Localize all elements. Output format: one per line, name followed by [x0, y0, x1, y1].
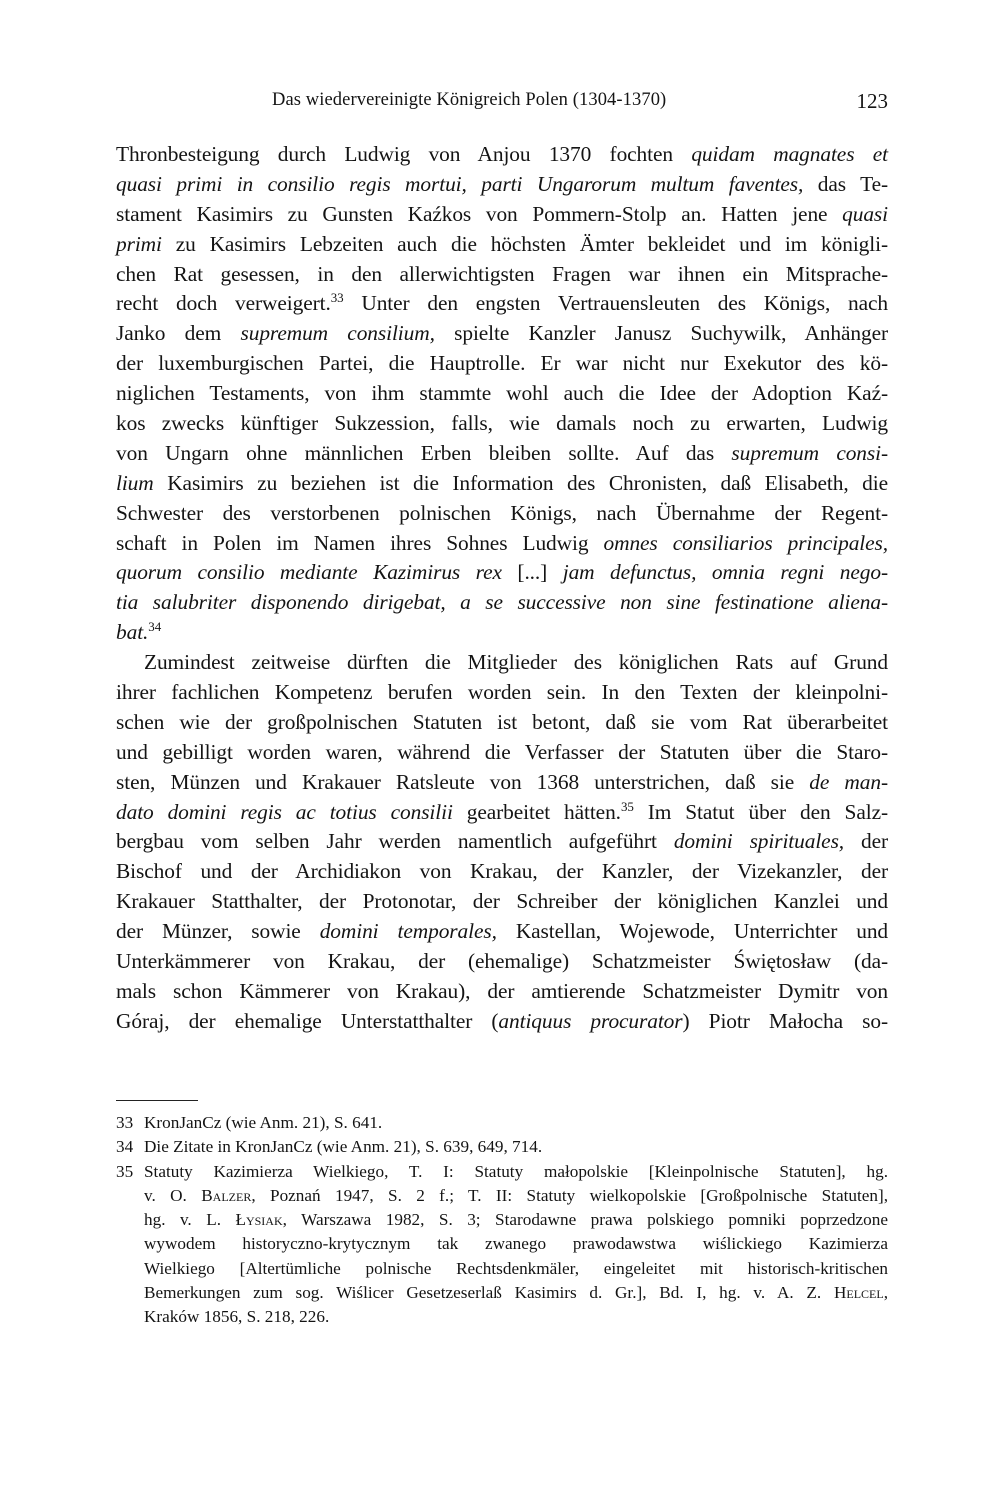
text-run: Unterkämmerer von Krakau, der (ehemalige) Schatzmeister Świętosław (da- [116, 949, 888, 974]
text-line [116, 349, 888, 379]
text-run: der [844, 829, 888, 854]
footnote-ref: 33 [330, 290, 344, 306]
text-line [116, 499, 888, 529]
text-run: stament Kasimirs zu Gunsten Kaźkos von Pommern-Stolp an. Hatten jene [116, 201, 843, 226]
text-run: kos zwecks künftiger Sukzession, falls, wie damals noch zu erwarten, Ludwig [116, 411, 888, 436]
author-name: Balzer [201, 1185, 252, 1205]
text-line [116, 588, 888, 618]
text-line [116, 618, 888, 648]
text-line [116, 379, 888, 409]
text-run: chen Rat gesessen, in den allerwichtigsten Fragen war ihnen ein Mitsprache- [116, 261, 888, 286]
text-run: Schwester des verstorbenen polnischen Königs, nach Übernahme der Regent- [116, 500, 888, 525]
text-run: , Poznań 1947, S. 2 f.; T. II: Statuty wielkopolskie [Großpolnische Statuten], [251, 1185, 889, 1205]
text-run: , [883, 1283, 888, 1303]
text-line [116, 439, 888, 469]
italic-text: quasi [842, 201, 888, 226]
text-run: und gebilligt worden waren, während die Verfasser der Statuten über die Staro- [116, 739, 888, 764]
footnote-continuation [116, 1232, 888, 1256]
main-text [116, 140, 888, 1037]
text-run: mals schon Kämmerer von Krakau), der amtierende Schatzmeister Dymitr von [116, 978, 888, 1003]
footnote-continuation [116, 1281, 888, 1305]
footnote-continuation [116, 1184, 888, 1208]
text-line [116, 289, 888, 319]
text-run: Kastellan, Wojewode, Unterrichter und [496, 919, 889, 944]
text-run: Die Zitate in KronJanCz (wie Anm. 21), S. 639, 649, 714. [144, 1137, 543, 1157]
text-run: zu Kasimirs Lebzeiten auch die höchsten Ämter bekleidet und im königli- [161, 231, 888, 256]
footnotes [116, 1111, 888, 1330]
text-run: recht doch verweigert. [116, 291, 331, 316]
italic-text: jam defunctus, omnia regni nego- [562, 560, 888, 585]
text-line [116, 708, 888, 738]
italic-text: antiquus procurator [498, 1008, 683, 1033]
text-run: Unter den engsten Vertrauensleuten des Königs, nach [343, 291, 888, 316]
text-line [116, 738, 888, 768]
text-run: schaft in Polen im Namen ihres Sohnes Ludwig [116, 530, 604, 555]
text-run: sten, Münzen und Krakauer Ratsleute von 1368 unterstrichen, daß sie [116, 769, 810, 794]
text-run: Statuty Kazimierza Wielkiego, T. I: Statuty małopolskie [Kleinpolnische Statuten], hg. [144, 1161, 888, 1181]
italic-text: primi [116, 231, 162, 256]
italic-text: de man- [809, 769, 888, 794]
text-run: ihrer fachlichen Kompetenz berufen worden sein. In den Texten der kleinpolni- [116, 680, 888, 705]
footnote-ref: 34 [148, 619, 162, 635]
footnote-continuation [116, 1208, 888, 1232]
text-run: schen wie der großpolnischen Statuten ist betont, daß sie vom Rat überarbeitet [116, 709, 888, 734]
italic-text: dato domini regis ac totius consilii [116, 799, 453, 824]
text-line [116, 170, 888, 200]
text-line [116, 827, 888, 857]
text-run: Im Statut über den Salz- [633, 799, 889, 824]
text-run: der luxemburgischen Partei, die Hauptrolle. Er war nicht nur Exekutor des kö- [116, 351, 888, 376]
text-run: hg. v. L. [144, 1210, 236, 1230]
text-run: bergbau vom selben Jahr werden namentlich aufgeführt [116, 829, 674, 854]
text-run: [...] [501, 560, 563, 585]
text-run: von Ungarn ohne männlichen Erben bleiben sollte. Auf das [116, 440, 732, 465]
italic-text: supremum consi- [731, 440, 888, 465]
text-line [116, 409, 888, 439]
author-name: Helcel [833, 1283, 884, 1303]
text-line [116, 1007, 888, 1037]
footnote-33 [116, 1111, 888, 1135]
footnote-ref: 35 [620, 798, 634, 814]
text-line [116, 857, 888, 887]
text-line [116, 768, 888, 798]
italic-text: quorum consilio mediante Kazimirus rex [116, 560, 502, 585]
text-line [116, 798, 888, 828]
italic-text: quidam magnates et [691, 142, 888, 166]
italic-text: tia salubriter disponendo dirigebat, a se successive non sine festinatione aliena- [116, 590, 888, 615]
text-run: Thronbesteigung durch Ludwig von Anjou 1370 fochten [116, 142, 692, 166]
text-run: Krakauer Statthalter, der Protonotar, der Schreiber der königlichen Kanzlei und [116, 889, 888, 914]
footnote-continuation [116, 1305, 888, 1329]
italic-text: omnes consiliarios principales, [603, 530, 888, 555]
text-run: niglichen Testaments, von ihm stammte wohl auch die Idee der Adoption Kaź- [116, 381, 888, 406]
text-line [116, 648, 888, 678]
footnote-number: 35 [116, 1161, 134, 1181]
text-run: Wielkiego [Altertümliche polnische Rechtsdenkmäler, eingeleitet mit historisch-kritischen [144, 1258, 888, 1278]
text-run: das Te- [803, 171, 888, 196]
text-line [116, 558, 888, 588]
footnote-number: 34 [116, 1137, 134, 1157]
text-run: Janko dem [116, 321, 241, 346]
text-line [116, 319, 888, 349]
italic-text: supremum consilium, [240, 321, 435, 346]
text-run: wywodem historyczno-krytycznym tak zwanego prawodawstwa wiślickiego Kazimierza [144, 1234, 888, 1254]
text-run: Kraków 1856, S. 218, 226. [144, 1307, 330, 1327]
text-run: Zumindest zeitweise dürften die Mitglieder des königlichen Rats auf Grund [144, 650, 888, 675]
footnote-number: 33 [116, 1113, 134, 1132]
text-run: der Münzer, sowie [116, 919, 320, 944]
footnote-continuation [116, 1257, 888, 1281]
italic-text: domini temporales, [319, 919, 497, 944]
text-run: , Warszawa 1982, S. 3; Starodawne prawa polskiego pomniki poprzedzone [282, 1210, 888, 1230]
text-run: spielte Kanzler Janusz Suchywilk, Anhänger [434, 321, 888, 346]
text-line [116, 469, 888, 499]
text-run: gearbeitet hätten. [452, 799, 621, 824]
italic-text: domini spirituales, [673, 829, 845, 854]
text-run: Góraj, der ehemalige Unterstatthalter ( [116, 1008, 499, 1033]
italic-text: lium [116, 470, 154, 495]
text-run: KronJanCz (wie Anm. 21), S. 641. [144, 1113, 383, 1132]
text-line [116, 529, 888, 559]
text-line [116, 977, 888, 1007]
text-run: ) Piotr Małocha so- [682, 1008, 888, 1033]
running-title: Das wiedervereinigte Königreich Polen (1304-1370) [272, 90, 667, 110]
author-name: Łysiak [235, 1210, 283, 1230]
running-head [116, 90, 888, 118]
text-line [116, 887, 888, 917]
text-line [116, 230, 888, 260]
text-run: Bischof und der Archidiakon von Krakau, der Kanzler, der Vizekanzler, der [116, 859, 888, 884]
text-run: Bemerkungen zum sog. Wiślicer Gesetzeserlaß Kasimirs d. Gr.], Bd. I, hg. v. A. Z. [144, 1283, 834, 1303]
text-line [116, 260, 888, 290]
footnote-35 [116, 1160, 888, 1184]
italic-text: quasi primi in consilio regis mortui, parti Ungarorum multum faventes, [116, 171, 804, 196]
footnote-34 [116, 1135, 888, 1159]
page-number: 123 [856, 89, 888, 113]
text-line [116, 947, 888, 977]
text-line [116, 140, 888, 170]
text-line [116, 917, 888, 947]
footnote-separator [116, 1100, 198, 1101]
text-line [116, 678, 888, 708]
text-run: v. O. [144, 1185, 202, 1205]
text-line [116, 200, 888, 230]
text-run: Kasimirs zu beziehen ist die Information des Chronisten, daß Elisabeth, die [153, 470, 888, 495]
italic-text: bat. [116, 620, 149, 645]
